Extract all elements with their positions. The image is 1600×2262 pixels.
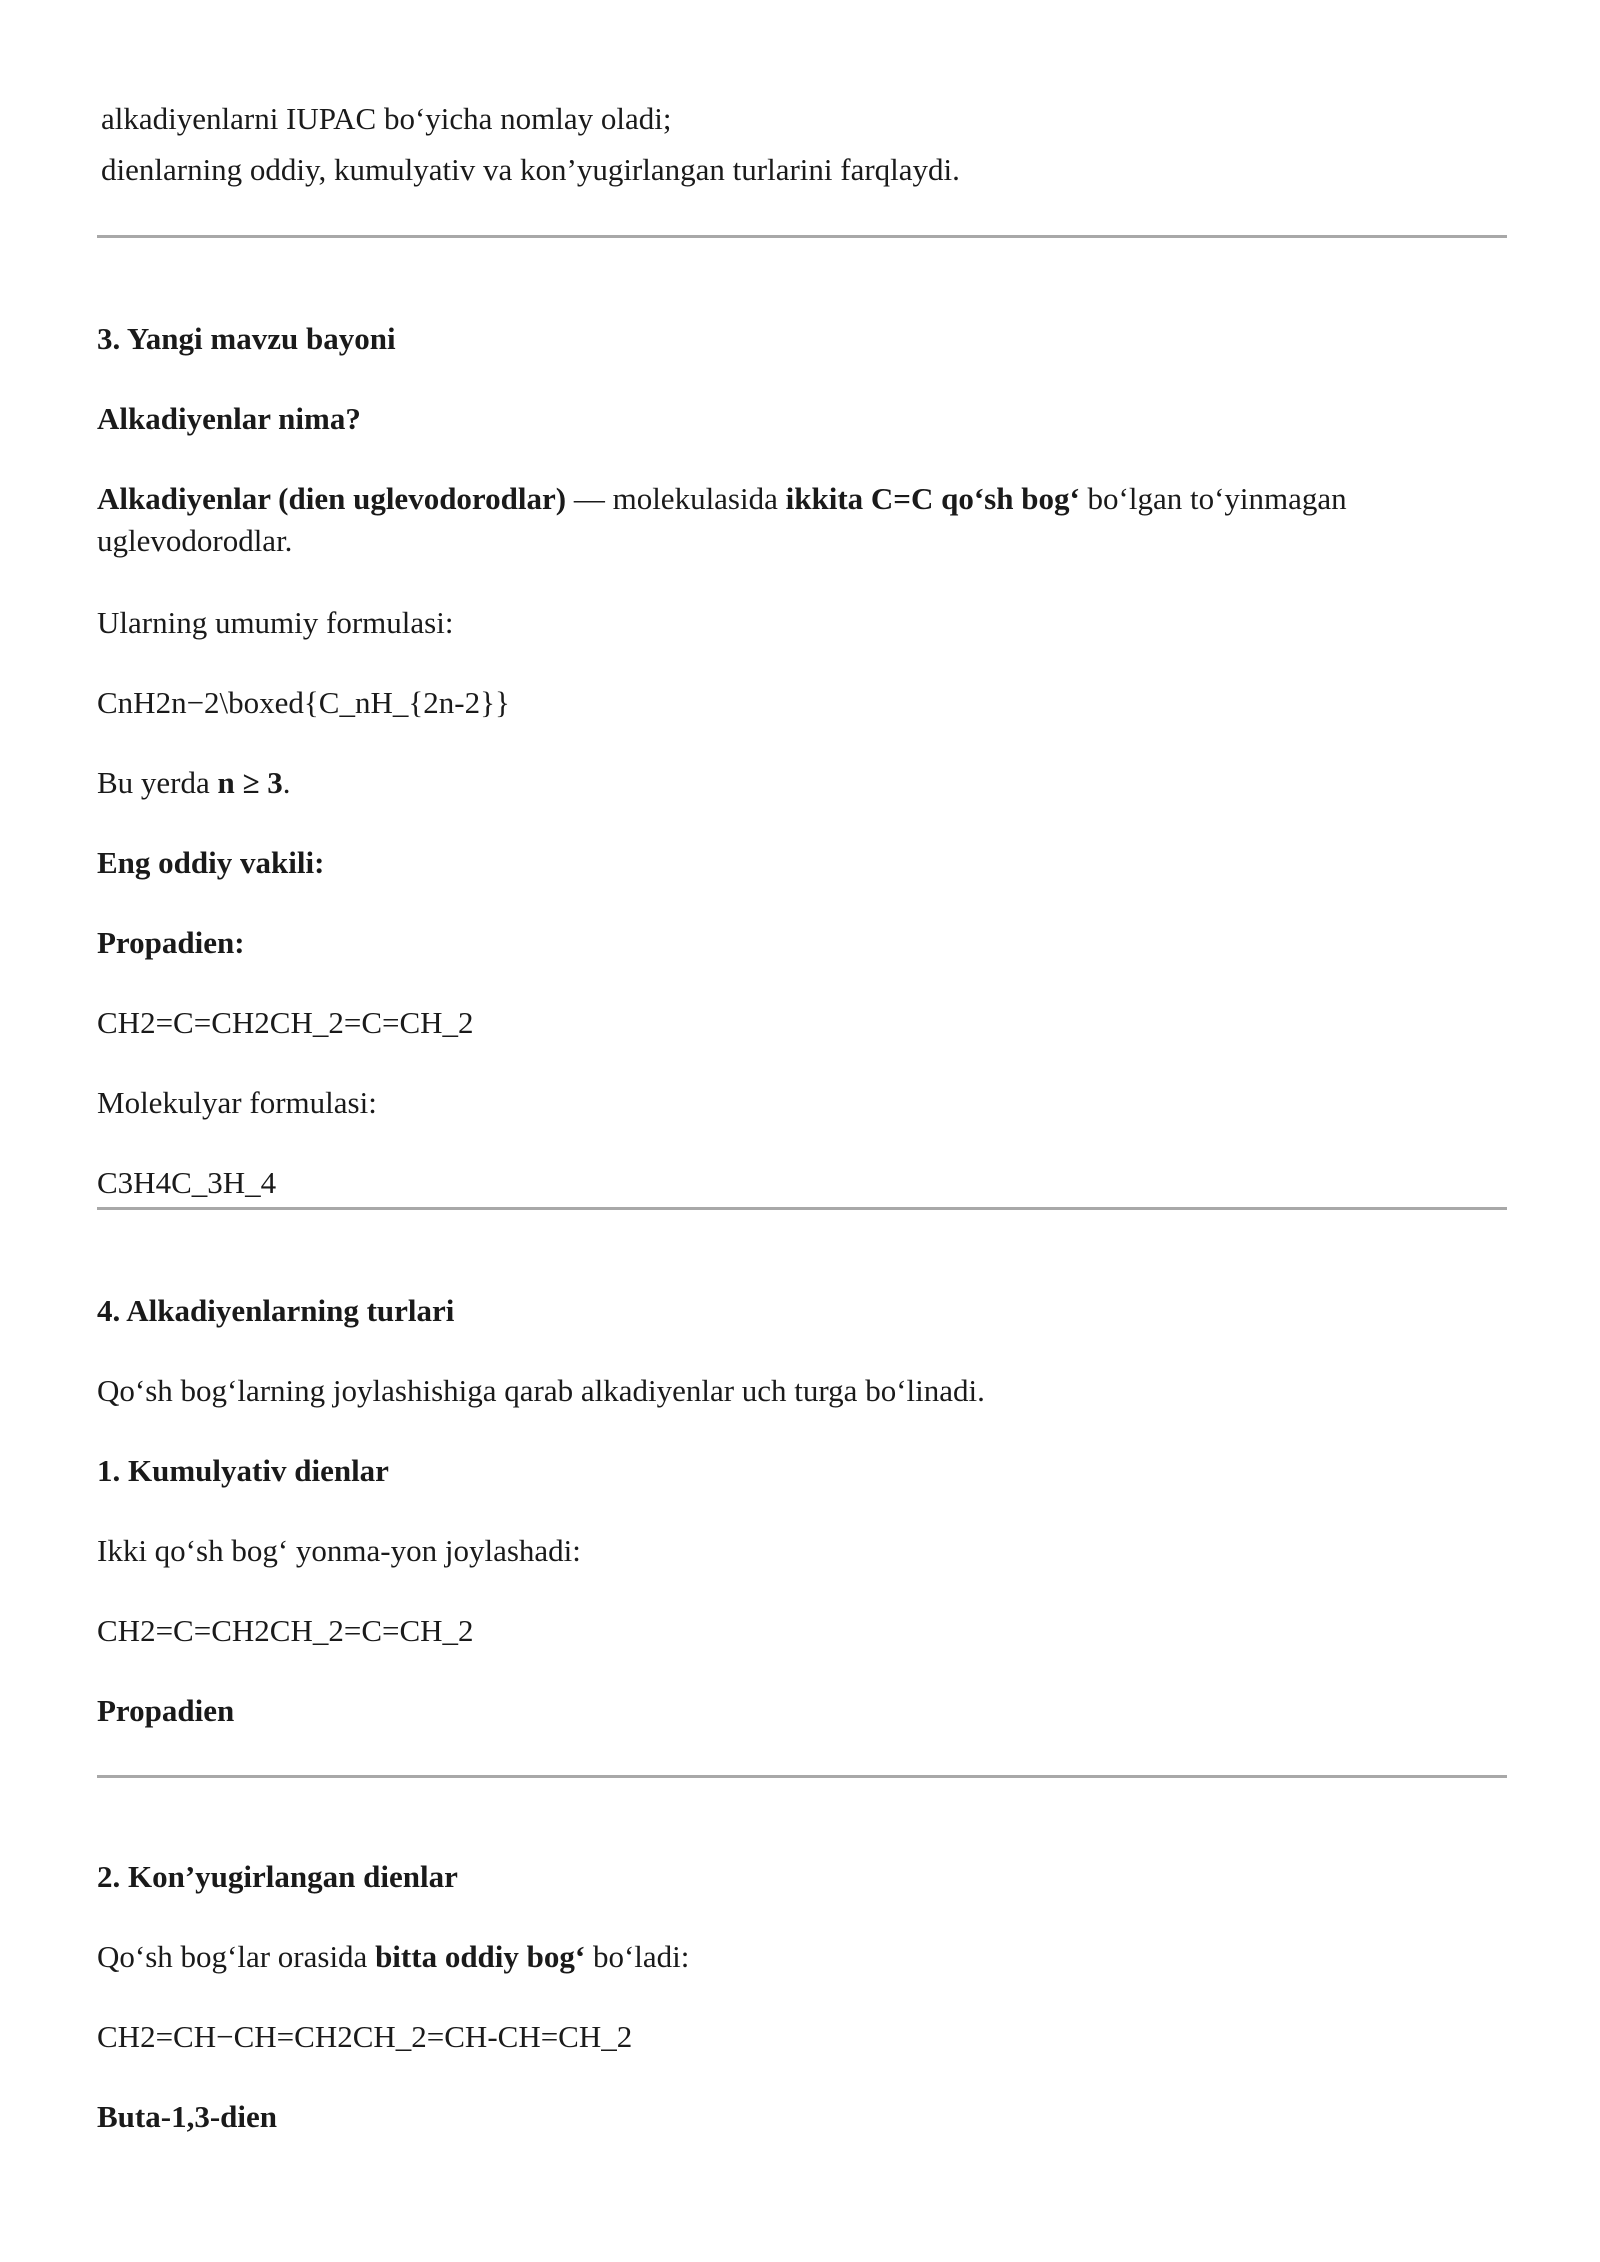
horizontal-divider [97, 1775, 1507, 1778]
type-2-heading-text: 2. Kon’yugirlangan dienlar [97, 1859, 458, 1894]
simplest-label-text: Eng oddiy vakili: [97, 845, 325, 880]
condition-bold: n ≥ 3 [217, 765, 283, 800]
definition-dash: — molekulasida [566, 481, 786, 516]
alkadienes-question: Alkadiyenlar nima? [97, 401, 361, 436]
type-2-heading [97, 1856, 458, 1898]
type-1-formula: CH2=C=CH2CH_2=C=CH_2 [97, 1613, 474, 1648]
type-2-name-text: Buta-1,3-dien [97, 2099, 277, 2134]
propadiene-formula: CH2=C=CH2CH_2=C=CH_2 [97, 1005, 474, 1040]
section-heading [97, 318, 396, 360]
simplest-label [97, 842, 324, 884]
definition-term: Alkadiyenlar (dien uglevodorodlar) [97, 481, 567, 516]
propadiene-label-text: Propadien: [97, 925, 245, 960]
molecular-formula-label: Molekulyar formulasi: [97, 1085, 377, 1120]
condition-suffix: . [282, 765, 291, 800]
type-2-desc-prefix: Qo‘sh bog‘lar orasida [97, 1939, 376, 1974]
type-1-heading-text: 1. Kumulyativ dienlar [97, 1453, 389, 1488]
type-1-heading [97, 1450, 389, 1492]
section-heading [97, 1290, 454, 1332]
type-2-name [97, 2096, 277, 2138]
definition-rest: bo‘lgan to‘yinmagan uglevodorodlar. [97, 481, 1347, 558]
definition-paragraph [97, 478, 1507, 562]
objective-text-1: alkadiyenlarni IUPAC bo‘yicha nomlay oladi; [101, 101, 672, 136]
types-intro: Qo‘sh bog‘larning joylashishiga qarab alkadiyenlar uch turga bo‘linadi. [97, 1373, 985, 1408]
type-2-desc-suffix: bo‘ladi: [585, 1939, 690, 1974]
type-1-name-text: Propadien [97, 1693, 235, 1728]
propadiene-label [97, 922, 245, 964]
type-1-description: Ikki qo‘sh bog‘ yonma-yon joylashadi: [97, 1533, 581, 1568]
condition-line [97, 762, 291, 804]
definition-bold: ikkita C=C qo‘sh bog‘ [785, 481, 1080, 516]
horizontal-divider [97, 235, 1507, 238]
section-4-heading: 4. Alkadiyenlarning turlari [97, 1293, 455, 1328]
objective-item-2 [97, 149, 960, 191]
objective-text-2: dienlarning oddiy, kumulyativ va kon’yugirlangan turlarini farqlaydi. [101, 152, 960, 187]
molecular-formula: C3H4C_3H_4 [97, 1165, 277, 1200]
general-formula-label: Ularning umumiy formulasi: [97, 605, 454, 640]
condition-prefix: Bu yerda [97, 765, 218, 800]
horizontal-divider [97, 1207, 1507, 1210]
objective-item-1 [97, 98, 672, 140]
general-formula: CnH2n−2\boxed{C_nH_{2n-2}} [97, 685, 510, 720]
type-2-formula: CH2=CH−CH=CH2CH_2=CH-CH=CH_2 [97, 2019, 633, 2054]
type-1-name [97, 1690, 234, 1732]
subheading [97, 398, 361, 440]
type-2-desc-bold: bitta oddiy bog‘ [375, 1939, 586, 1974]
type-2-description [97, 1936, 689, 1978]
section-3-heading: 3. Yangi mavzu bayoni [97, 321, 396, 356]
